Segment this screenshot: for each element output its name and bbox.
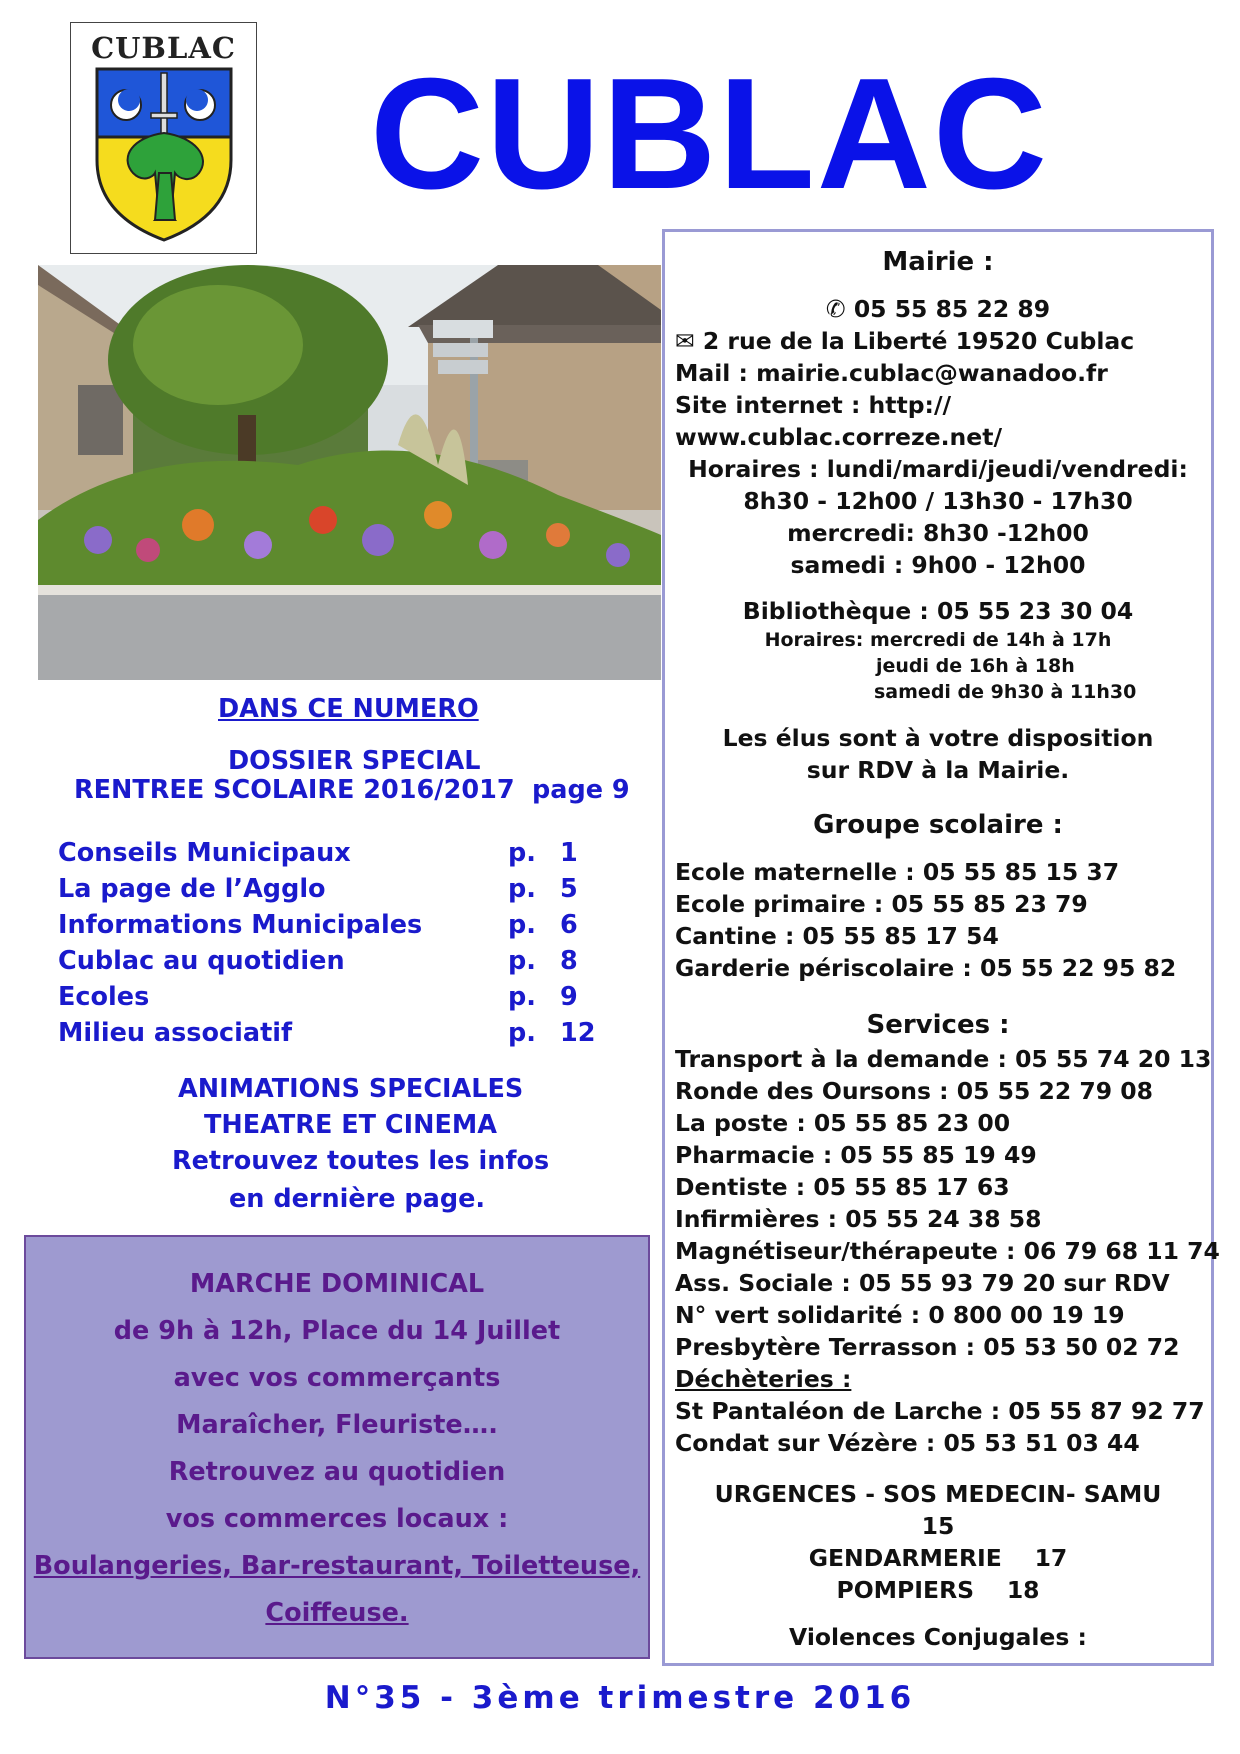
elus-line-2: sur RDV à la Mairie. xyxy=(806,756,1070,784)
page-title: CUBLAC xyxy=(370,46,1050,222)
service-item: Ronde des Oursons : 05 55 22 79 08 xyxy=(675,1077,1153,1105)
mairie-address xyxy=(665,327,1211,355)
anim-line-3: Retrouvez toutes les infos xyxy=(172,1146,550,1176)
toc-row-num: 1 xyxy=(560,838,578,868)
gendarmerie-line: GENDARMERIE 17 xyxy=(808,1544,1068,1572)
toc-row-title: Informations Municipales xyxy=(58,910,423,940)
mairie-phone-number: 05 55 85 22 89 xyxy=(853,295,1051,323)
toc-row xyxy=(58,838,618,872)
violences-line: Violences Conjugales : xyxy=(789,1623,1087,1651)
toc-row xyxy=(58,982,618,1016)
service-item: La poste : 05 55 85 23 00 xyxy=(675,1109,1011,1137)
toc-row xyxy=(58,910,618,944)
toc-row-p: p. xyxy=(508,874,536,904)
phone-icon: ✆ xyxy=(825,295,846,323)
toc-special-1: DOSSIER SPECIAL xyxy=(228,746,481,776)
toc-row-title: Ecoles xyxy=(58,982,150,1012)
service-item: Transport à la demande : 05 55 74 20 13 xyxy=(675,1045,1212,1073)
market-line: Retrouvez au quotidien xyxy=(168,1457,506,1487)
groupe-heading: Groupe scolaire : xyxy=(813,810,1063,840)
toc-row xyxy=(58,946,618,980)
services-heading: Services : xyxy=(866,1010,1010,1040)
mairie-heading: Mairie : xyxy=(882,247,994,277)
mairie-mail: Mail : mairie.cublac@wanadoo.fr xyxy=(675,359,1108,387)
service-item: Presbytère Terrasson : 05 53 50 02 72 xyxy=(675,1333,1180,1361)
biblio-hours-2: jeudi de 16h à 18h xyxy=(876,655,1075,677)
toc-row-p: p. xyxy=(508,982,536,1012)
mairie-site-2: www.cublac.correze.net/ xyxy=(675,423,1003,451)
market-line: de 9h à 12h, Place du 14 Juillet xyxy=(113,1316,561,1346)
elus-line-1: Les élus sont à votre disposition xyxy=(722,724,1154,752)
market-title: MARCHE DOMINICAL xyxy=(189,1269,485,1299)
toc-row-title: Milieu associatif xyxy=(58,1018,293,1048)
market-line: Maraîcher, Fleuriste…. xyxy=(176,1410,498,1440)
toc-row-p: p. xyxy=(508,1018,536,1048)
service-item: Magnétiseur/thérapeute : 06 79 68 11 74 xyxy=(675,1237,1220,1265)
toc-heading: DANS CE NUMERO xyxy=(218,694,479,724)
toc-row-num: 6 xyxy=(560,910,578,940)
anim-line-2: THEATRE ET CINEMA xyxy=(204,1110,498,1140)
mairie-hours-1: Horaires : lundi/mardi/jeudi/vendredi: xyxy=(688,455,1188,483)
market-box xyxy=(24,1235,650,1659)
toc-row-title: Cublac au quotidien xyxy=(58,946,345,976)
groupe-item: Ecole maternelle : 05 55 85 15 37 xyxy=(675,858,1120,886)
pompiers-line: POMPIERS 18 xyxy=(836,1576,1040,1604)
mairie-hours-4: samedi : 9h00 - 12h00 xyxy=(790,551,1086,579)
groupe-item: Garderie périscolaire : 05 55 22 95 82 xyxy=(675,954,1177,982)
urgences-line: URGENCES - SOS MEDECIN- SAMU xyxy=(714,1480,1162,1508)
toc-row-num: 8 xyxy=(560,946,578,976)
toc-row-num: 5 xyxy=(560,874,578,904)
mairie-site-1: Site internet : http:// xyxy=(675,391,952,419)
market-line: avec vos commerçants xyxy=(173,1363,501,1393)
dechet-item: Condat sur Vézère : 05 53 51 03 44 xyxy=(675,1429,1140,1457)
groupe-item: Cantine : 05 55 85 17 54 xyxy=(675,922,999,950)
village-square-photo xyxy=(38,265,661,680)
info-box xyxy=(662,229,1220,1666)
market-line: vos commerces locaux : xyxy=(165,1504,509,1534)
mail-envelope-icon: ✉ xyxy=(675,327,695,355)
toc-row-title: Conseils Municipaux xyxy=(58,838,351,868)
urgences-number: 15 xyxy=(921,1512,955,1540)
service-item: Infirmières : 05 55 24 38 58 xyxy=(675,1205,1042,1233)
mairie-hours-2: 8h30 - 12h00 / 13h30 - 17h30 xyxy=(743,487,1133,515)
service-item: N° vert solidarité : 0 800 00 19 19 xyxy=(675,1301,1125,1329)
biblio-hours-3: samedi de 9h30 à 11h30 xyxy=(874,681,1137,703)
biblio-hours-1: Horaires: mercredi de 14h à 17h xyxy=(764,629,1112,651)
coat-of-arms-icon xyxy=(93,65,235,243)
toc-row-p: p. xyxy=(508,838,536,868)
crest-name: CUBLAC xyxy=(91,31,236,65)
toc-row xyxy=(58,874,618,908)
toc-row-p: p. xyxy=(508,910,536,940)
anim-line-4: en dernière page. xyxy=(229,1184,486,1214)
crest xyxy=(70,22,257,254)
dechet-heading: Déchèteries : xyxy=(675,1365,852,1393)
mairie-hours-3: mercredi: 8h30 -12h00 xyxy=(787,519,1089,547)
market-shops: Boulangeries, Bar-restaurant, Toiletteuse, xyxy=(33,1551,641,1581)
toc-row-p: p. xyxy=(508,946,536,976)
service-item: Ass. Sociale : 05 55 93 79 20 sur RDV xyxy=(675,1269,1170,1297)
toc-row-title: La page de l’Agglo xyxy=(58,874,326,904)
toc-row xyxy=(58,1018,618,1052)
anim-line-1: ANIMATIONS SPECIALES xyxy=(178,1074,524,1104)
groupe-item: Ecole primaire : 05 55 85 23 79 xyxy=(675,890,1088,918)
toc-special-2: RENTREE SCOLAIRE 2016/2017 xyxy=(74,775,515,805)
issue-footer: N°35 - 3ème trimestre 2016 xyxy=(324,1680,916,1716)
biblio-phone: Bibliothèque : 05 55 23 30 04 xyxy=(742,597,1134,625)
mairie-address-text: 2 rue de la Liberté 19520 Cublac xyxy=(702,327,1135,355)
toc-row-num: 12 xyxy=(560,1018,596,1048)
dechet-item: St Pantaléon de Larche : 05 55 87 92 77 xyxy=(675,1397,1205,1425)
market-shops: Coiffeuse. xyxy=(265,1598,409,1628)
toc-special-page: page 9 xyxy=(532,775,630,805)
mairie-phone xyxy=(665,295,1211,323)
toc-row-num: 9 xyxy=(560,982,578,1012)
service-item: Pharmacie : 05 55 85 19 49 xyxy=(675,1141,1037,1169)
service-item: Dentiste : 05 55 85 17 63 xyxy=(675,1173,1010,1201)
village-square-photo-svg xyxy=(38,265,661,680)
